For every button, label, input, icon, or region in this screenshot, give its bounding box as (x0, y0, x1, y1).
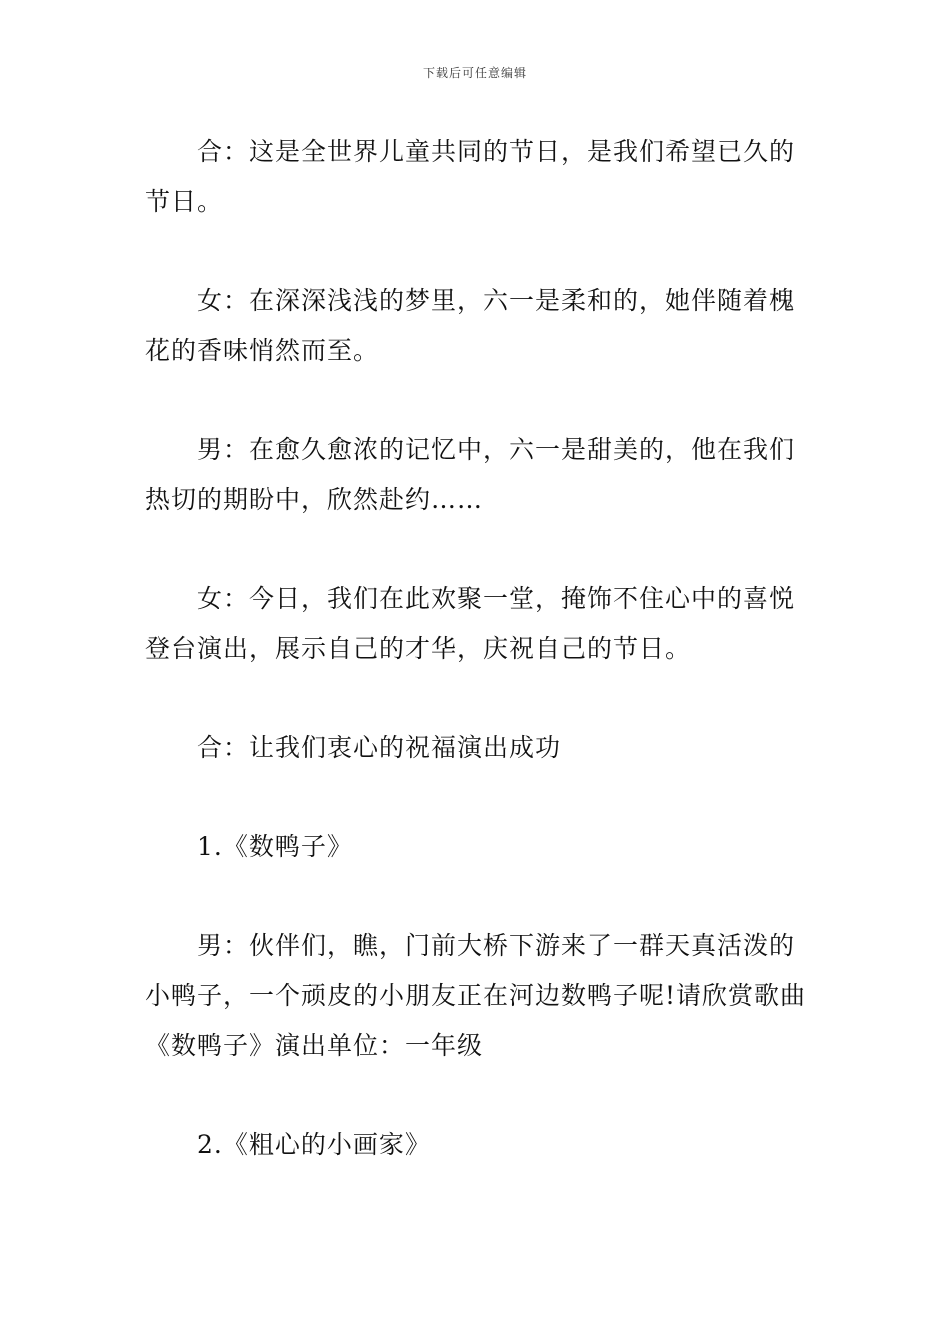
paragraph-female-1: 女：在深深浅浅的梦里，六一是柔和的，她伴随着槐花的香味悄然而至。 (145, 286, 796, 365)
paragraph-female-2: 女：今日，我们在此欢聚一堂，掩饰不住心中的喜悦登台演出，展示自己的才华，庆祝自己的节日。 (145, 584, 796, 663)
paragraph-male-2: 男：伙伴们，瞧，门前大桥下游来了一群天真活泼的小鸭子，一个顽皮的小朋友正在河边数鸭子呢!请欣赏歌曲《数鸭子》演出单位：一年级 (145, 931, 807, 1060)
program-item-2-title: 2.《粗心的小画家》 (197, 1130, 431, 1159)
program-item-1-title: 1.《数鸭子》 (197, 832, 353, 861)
paragraph-male-1: 男：在愈久愈浓的记忆中，六一是甜美的，他在我们热切的期盼中，欣然赴约…… (145, 435, 796, 514)
paragraph-together-2: 合：让我们衷心的祝福演出成功 (197, 733, 562, 762)
paragraph-opening-together: 合：这是全世界儿童共同的节日，是我们希望已久的节日。 (145, 137, 796, 216)
document-body (145, 127, 807, 1170)
page-header: 下载后可任意编辑 (422, 66, 527, 80)
